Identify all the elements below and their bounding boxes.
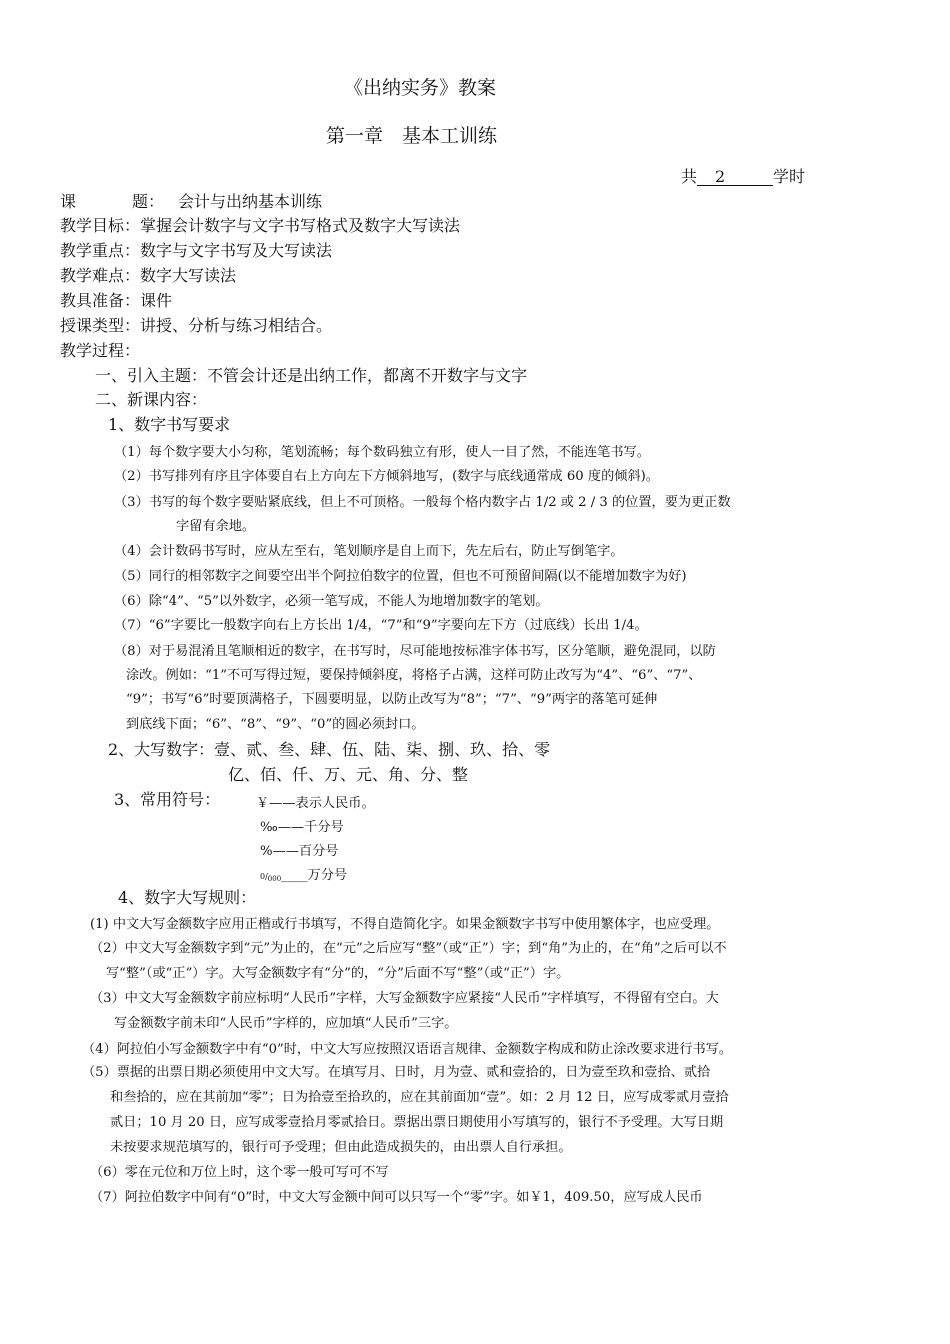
s1-item: （5）同行的相邻数字之间要空出半个阿拉伯数字的位置，但也不可预留间隔(以不能增加数字为好) <box>114 569 687 584</box>
s1-item: （6）除“4”、“5”以外数字，必须一笔写成，不能人为地增加数字的笔划。 <box>114 594 549 609</box>
teaching-process: 教学过程： <box>60 341 141 360</box>
hours-value: 2 <box>697 169 773 186</box>
s4-item: （7）阿拉伯数字中间有“0”时，中文大写金额中间可以只写一个“零”字。如￥1，409.50，应写成人民币 <box>90 1190 703 1205</box>
s1-item-cont: “9”；书写“6”时要顶满格子，下圆要明显，以防止改写为“8”；“7”、“9”两字的落笔可延伸 <box>126 692 658 707</box>
s4-item-cont: 贰日；10 月 20 日，应写成零壹拾月零贰拾日。票据出票日期使用小写填写的，银行不予受理。大写日期 <box>110 1115 724 1130</box>
symbol-rmb: ￥——表示人民币。 <box>256 796 375 811</box>
section-1-heading: 1、数字书写要求 <box>108 415 231 434</box>
s4-item-cont: 未按要求规范填写的，银行可予受理；但由此造成损失的，由出票人自行承担。 <box>110 1140 572 1155</box>
s4-item: (1) 中文大写金额数字应用正楷或行书填写，不得自造简化字。如果金额数字书写中使用繁体字，也应受理。 <box>90 917 720 932</box>
chapter-title: 第一章 基本工训练 <box>326 125 498 147</box>
symbol-permille: ‰——千分号 <box>260 820 344 835</box>
section-2-line-2: 亿、佰、仟、万、元、角、分、整 <box>228 765 469 784</box>
s4-item-cont: 写金额数字前未印“人民币”字样的，应加填“人民币”三字。 <box>114 1016 458 1031</box>
s4-item: （4）阿拉伯小写金额数字中有“0”时，中文大写应按照汉语语言规律、金额数字构成和防止涂改要求进行书写。 <box>82 1042 733 1057</box>
s1-item-cont: 涂改。例如：“1”不可写得过短，要保持倾斜度，将格子占满，这样可防止改写为“4”、“6”、“7”、 <box>126 668 702 683</box>
class-hours <box>681 164 805 187</box>
topic-label-1: 课 <box>60 192 77 211</box>
s1-item: （3）书写的每个数字要贴紧底线，但上不可顶格。一般每个格内数字占 1/2 或 2 / 3 的位置，要为更正数 <box>114 495 731 510</box>
symbol-percent: %——百分号 <box>260 844 339 859</box>
topic-label-2: 题： <box>132 192 165 211</box>
s1-item-cont: 字留有余地。 <box>176 519 256 534</box>
topic-value: 会计与出纳基本训练 <box>178 192 323 211</box>
s4-item-cont: 写“整”（或“正”）字。大写金额数字有“分”的，“分”后面不写“整”（或“正”）字。 <box>106 966 570 981</box>
s1-item: （8）对于易混淆且笔顺相近的数字，在书写时，尽可能地按标准字体书写，区分笔顺，避免混同，以防 <box>114 644 716 659</box>
new-content-heading: 二、新课内容： <box>95 390 208 409</box>
s4-item: （2）中文大写金额数字到“元”为止的，在“元”之后应写“整”（或“正”）字；到“角”为止的，在“角”之后可以不 <box>90 941 727 956</box>
wan-symbol-prefix: 0/ <box>260 872 268 881</box>
topic-line <box>60 189 322 212</box>
hours-suffix: 学时 <box>773 167 806 186</box>
teaching-focus: 教学重点：数字与文字书写及大写读法 <box>60 241 333 260</box>
s4-item-cont: 和叁拾的，应在其前加“零”；日为拾壹至拾玖的，应在其前面加“壹”。如：2 月 12 日，应写成零贰月壹拾 <box>110 1090 729 1105</box>
s1-item: （1）每个数字要大小匀称，笔划流畅；每个数码独立有形，使人一目了然，不能连笔书写。 <box>114 445 650 460</box>
intro-topic: 一、引入主题：不管会计还是出纳工作，都离不开数字与文字 <box>95 366 528 385</box>
s4-item: （3）中文大写金额数字前应标明“人民币”字样，大写金额数字应紧接“人民币”字样填写，不得留有空白。大 <box>90 991 719 1006</box>
wan-symbol-text: ____万分号 <box>281 868 348 883</box>
section-3-heading: 3、常用符号： <box>114 790 221 809</box>
teaching-tools: 教具准备：课件 <box>60 291 173 310</box>
lesson-type: 授课类型：讲授、分析与练习相结合。 <box>60 316 333 335</box>
s1-item: （7）“6”字要比一般数字向右上方长出 1/4，“7”和“9”字要向左下方（过底线）长出 1/4。 <box>114 618 648 633</box>
symbol-per-ten-thousand <box>260 864 347 883</box>
hours-prefix: 共 <box>681 167 698 186</box>
s4-item: （5）票据的出票日期必须使用中文大写。在填写月、日时，月为壹、贰和壹拾的，日为壹至玖和壹拾、贰拾 <box>82 1065 711 1080</box>
s1-item: （4）会计数码书写时，应从左至右，笔划顺序是自上而下，先左后右，防止写倒笔字。 <box>114 544 624 559</box>
s4-item: （6）零在元位和万位上时，这个零一般可写可不写 <box>90 1165 389 1180</box>
teaching-difficulty: 教学难点：数字大写读法 <box>60 266 237 285</box>
wan-symbol-subscript: 000 <box>267 875 282 883</box>
s1-item-cont: 到底线下面；“6”、“8”、“9”、“0”的圆必须封口。 <box>126 717 425 732</box>
section-2-heading: 2、大写数字：壹、贰、叁、肆、伍、陆、柒、捌、玖、拾、零 <box>108 740 551 759</box>
section-4-heading: 4、数字大写规则： <box>118 888 257 907</box>
s1-item: （2）书写排列有序且字体要自右上方向左下方倾斜地写，(数字与底线通常成 60 度的倾斜)。 <box>114 469 659 484</box>
teaching-goal: 教学目标：掌握会计数字与文字书写格式及数字大写读法 <box>60 216 461 235</box>
document-title: 《出纳实务》教案 <box>344 77 497 99</box>
